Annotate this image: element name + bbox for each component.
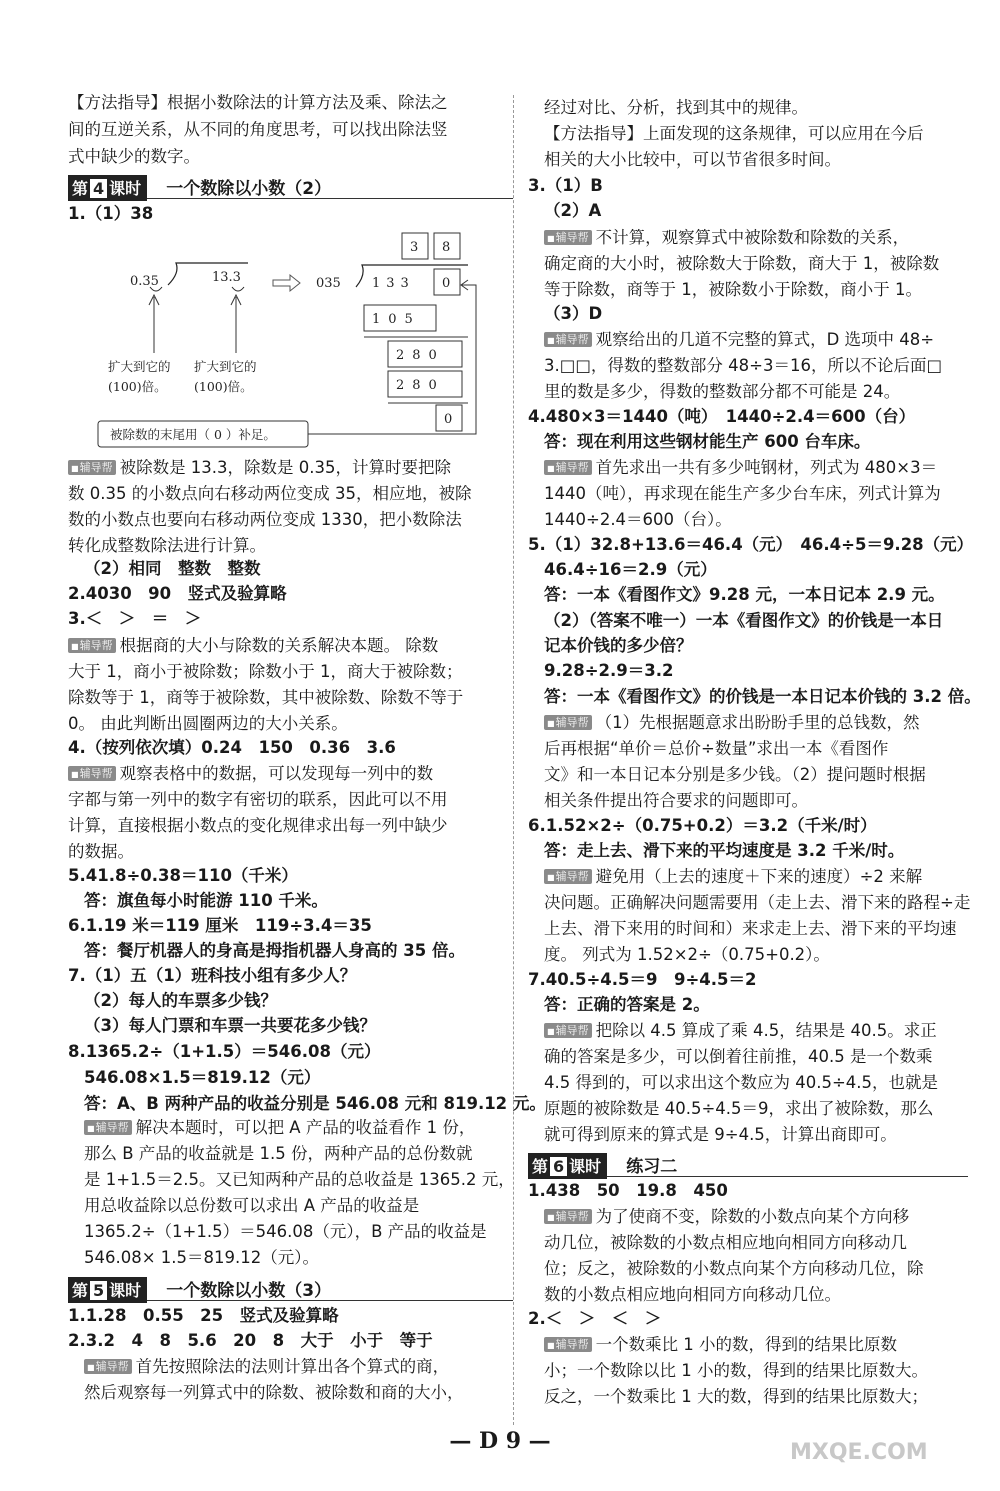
help-line: 决问题。正确解决问题需要用（走上去、滑下来的路程÷走 — [544, 893, 971, 912]
dividend-before: 13.3 — [212, 270, 241, 285]
answer-line: 2.＜ ＞ ＜ ＞ — [528, 1309, 662, 1328]
answer-line: 546.08×1.5＝819.12（元） — [84, 1068, 321, 1087]
help-line: ■ 辅导帮 一个数乘比 1 小的数，得到的结果比原数 — [528, 1335, 968, 1355]
lesson-6-header — [528, 1152, 968, 1177]
answer-line: 答：一本《看图作文》的价钱是一本日记本价钱的 3.2 倍。 — [544, 687, 981, 706]
answer-line: 5.（1）32.8+13.6＝46.4（元） 46.4÷5＝9.28（元） — [528, 535, 974, 554]
help-line: ■ 辅导帮 把除以 4.5 算成了乘 4.5，结果是 40.5。求正 — [528, 1021, 968, 1041]
lesson-title: 一个数除以小数（2） — [166, 179, 332, 199]
help-badge: ■ 辅导帮 — [544, 460, 592, 475]
help-line: ■ 辅导帮 被除数是 13.3，除数是 0.35，计算时要把除 — [68, 458, 513, 478]
answer-line: （3）每人门票和车票一共要花多少钱？ — [84, 1016, 376, 1035]
help-line: 确的答案是多少，可以倒着往前推，40.5 是一个数乘 — [544, 1047, 933, 1066]
help-badge: ■ 辅导帮 — [84, 1359, 132, 1374]
help-line: 等于除数，商等于 1，被除数小于除数，商小于 1。 — [544, 280, 922, 299]
help-line: ■ 辅导帮 解决本题时，可以把 A 产品的收益看作 1 份， — [68, 1118, 513, 1138]
step-105: 105 — [372, 312, 421, 327]
help-line: 数的小数点也要向右移动两位变成 1330，把小数除法 — [68, 510, 462, 529]
help-line: 位；反之，被除数的小数点向某个方向移动几位，除 — [544, 1259, 924, 1278]
answer-line: 答：走上去、滑下来的平均速度是 3.2 千米/时。 — [544, 841, 905, 860]
help-line: 4.5 得到的，可以求出这个数应为 40.5÷4.5，也就是 — [544, 1073, 939, 1092]
help-line: ■ 辅导帮 为了使商不变，除数的小数点向某个方向移 — [528, 1207, 968, 1227]
long-division-diagram — [68, 225, 488, 450]
answer-line: （2）相同 整数 整数 — [84, 559, 261, 578]
help-line: 0。 由此判断出圆圈两边的大小关系。 — [68, 714, 348, 733]
help-line: 上去、滑下来用的时间和）来求走上去、滑下来的平均速 — [544, 919, 957, 938]
help-line: 相关条件提出符合要求的问题即可。 — [544, 791, 808, 810]
answer-line: 3.（1）B — [528, 176, 603, 195]
answer-line: 5.41.8÷0.38＝110（千米） — [68, 866, 298, 885]
label-b2: (100)倍。 — [194, 379, 253, 394]
help-badge: ■ 辅导帮 — [544, 715, 592, 730]
lesson-tag: 第 5 课时 — [68, 1277, 147, 1303]
help-badge: ■ 辅导帮 — [544, 1209, 592, 1224]
answer-line: 8.1365.2÷（1+1.5）＝546.08（元） — [68, 1042, 381, 1061]
label-a2: (100)倍。 — [108, 379, 167, 394]
answer-line: 46.4÷16＝2.9（元） — [544, 560, 717, 579]
answer-line: 1.438 50 19.8 450 — [528, 1181, 728, 1200]
help-badge: ■ 辅导帮 — [544, 1337, 592, 1352]
help-line: 原题的被除数是 40.5÷4.5＝9，求出了被除数，那么 — [544, 1099, 934, 1118]
help-line: 后再根据“单价＝总价÷数量”求出一本《看图作 — [544, 739, 889, 758]
help-badge: ■ 辅导帮 — [84, 1120, 132, 1135]
help-line: 计算，直接根据小数点的变化规律求出每一列中缺少 — [68, 816, 448, 835]
help-badge: ■ 辅导帮 — [68, 766, 116, 781]
answer-line: 4.480×3＝1440（吨） 1440÷2.4＝600（台） — [528, 407, 916, 426]
help-badge: ■ 辅导帮 — [544, 869, 592, 884]
help-badge: ■ 辅导帮 — [68, 638, 116, 653]
answer-line: （2）（答案不唯一）一本《看图作文》的价钱是一本日 — [544, 611, 944, 630]
help-badge: ■ 辅导帮 — [544, 332, 592, 347]
help-line: ■ 辅导帮 不计算，观察算式中被除数和除数的关系， — [528, 228, 968, 248]
help-line: 的数据。 — [68, 842, 134, 861]
help-badge: ■ 辅导帮 — [544, 230, 592, 245]
help-line: ■ 辅导帮 根据商的大小与除数的关系解决本题。 除数 — [68, 636, 513, 656]
answer-line: 6.1.52×2÷（0.75+0.2）＝3.2（千米/时） — [528, 816, 877, 835]
help-line: 数的小数点相应地向相同方向移动几位。 — [544, 1285, 841, 1304]
answer-line: 答：正确的答案是 2。 — [544, 995, 710, 1014]
help-line: 确定商的大小时，被除数大于除数，商大于 1，被除数 — [544, 254, 940, 273]
lesson-tag: 第 6 课时 — [528, 1153, 607, 1179]
help-line: ■ 辅导帮 观察给出的几道不完整的算式，D 选项中 48÷ — [528, 330, 968, 350]
label-b: 扩大到它的 — [194, 359, 257, 374]
method-guide-line: 间的互逆关系，从不同的角度思考，可以找出除法竖 — [68, 120, 448, 139]
quotient-digit: 8 — [442, 240, 451, 255]
answer-line: （2）每人的车票多少钱？ — [84, 991, 277, 1010]
help-line: ■ 辅导帮 首先按照除法的法则计算出各个算式的商， — [68, 1357, 513, 1377]
help-line: 3.□□，得数的整数部分 48÷3＝16，所以不论后面□ — [544, 356, 943, 375]
remainder: 0 — [444, 412, 453, 427]
help-line: 文》和一本日记本分别是多少钱。（2）提问题时根据 — [544, 765, 926, 784]
text-line: 经过对比、分析，找到其中的规律。 — [544, 98, 808, 117]
label-a: 扩大到它的 — [108, 359, 171, 374]
help-line: 小；一个数除以比 1 小的数，得到的结果比原数大。 — [544, 1361, 928, 1380]
answer-line: 7.（1）五（1）班科技小组有多少人？ — [68, 966, 357, 985]
answer-line: 6.1.19 米＝119 厘米 119÷3.4＝35 — [68, 916, 372, 935]
answer-line: 答：餐厅机器人的身高是拇指机器人身高的 35 倍。 — [84, 941, 465, 960]
help-line: 1440÷2.4＝600（台）。 — [544, 510, 732, 529]
help-line: 是 1+1.5＝2.5。又已知两种产品的总收益是 1365.2 元， — [84, 1170, 515, 1189]
help-badge: ■ 辅导帮 — [68, 460, 116, 475]
help-line: 1365.2÷（1+1.5）＝546.08（元），B 产品的收益是 — [84, 1222, 487, 1241]
method-guide-line: 【方法指导】根据小数除法的计算方法及乘、除法之 — [68, 93, 448, 112]
help-line: 1440（吨），再求现在能生产多少台车床，列式计算为 — [544, 484, 941, 503]
page-number: — D 9 — — [449, 1428, 551, 1454]
help-line: 里的数是多少，得数的整数部分都不可能是 24。 — [544, 382, 901, 401]
answer-line: （2）A — [544, 201, 602, 220]
diagram-note: 被除数的末尾用（ 0 ）补足。 — [110, 427, 276, 442]
answer-line: 答：一本《看图作文》9.28 元，一本日记本 2.9 元。 — [544, 585, 945, 604]
answer-line: 2.3.2 4 8 5.6 20 8 大于 小于 等于 — [68, 1331, 433, 1350]
answer-line: 答：旗鱼每小时能游 110 千米。 — [84, 891, 328, 910]
help-line: 大于 1，商小于被除数；除数小于 1，商大于被除数； — [68, 662, 463, 681]
help-line: 然后观察每一列算式中的除数、被除数和商的大小， — [84, 1383, 464, 1402]
help-line: 字都与第一列中的数字有密切的联系，因此可以不用 — [68, 790, 448, 809]
help-line: 那么 B 产品的收益就是 1.5 份，两种产品的总份数就 — [84, 1144, 473, 1163]
lesson-title: 一个数除以小数（3） — [166, 1281, 332, 1301]
answer-line: （3）D — [544, 304, 603, 323]
text-line: 相关的大小比较中，可以节省很多时间。 — [544, 150, 841, 169]
quotient-digit: 3 — [410, 240, 419, 255]
answer-line: 答：现在利用这些钢材能生产 600 台车床。 — [544, 432, 871, 451]
answer-line: 3.＜ ＞ ＝ ＞ — [68, 609, 202, 628]
answer-line: 1.1.28 0.55 25 竖式及验算略 — [68, 1306, 339, 1325]
zero-pad: 0 — [442, 276, 451, 291]
lesson-4-header — [68, 174, 513, 199]
help-line: ■ 辅导帮 （1）先根据题意求出盼盼手里的总钱数，然 — [528, 713, 968, 733]
step-280: 280 — [396, 348, 445, 363]
help-line: ■ 辅导帮 观察表格中的数据，可以发现每一列中的数 — [68, 764, 513, 784]
help-line: 就可得到原来的算式是 9÷4.5，计算出商即可。 — [544, 1125, 897, 1144]
divisor-after: 035 — [316, 276, 341, 291]
answer-line: 9.28÷2.9＝3.2 — [544, 661, 674, 680]
divisor-before: 0.35 — [130, 274, 159, 289]
help-line: 转化成整数除法进行计算。 — [68, 536, 266, 555]
answer-line: 2.4030 90 竖式及验算略 — [68, 584, 287, 603]
help-line: 用总收益除以总份数可以求出 A 产品的收益是 — [84, 1196, 420, 1215]
help-line: ■ 辅导帮 首先求出一共有多少吨钢材，列式为 480×3＝ — [528, 458, 968, 478]
method-guide-line: 式中缺少的数字。 — [68, 147, 200, 166]
help-line: 反之，一个数乘比 1 大的数，得到的结果比原数大； — [544, 1387, 928, 1406]
step-280: 280 — [396, 378, 445, 393]
question-1: 1.（1）38 — [68, 204, 154, 223]
dividend-after: 133 — [372, 276, 415, 291]
help-line: 动几位，被除数的小数点相应地向相同方向移动几 — [544, 1233, 907, 1252]
lesson-title: 练习二 — [626, 1157, 678, 1177]
answer-line: 记本价钱的多少倍？ — [544, 636, 693, 655]
text-line: 【方法指导】上面发现的这条规律，可以应用在今后 — [544, 124, 924, 143]
help-line: 数 0.35 的小数点向右移动两位变成 35，相应地，被除 — [68, 484, 472, 503]
help-line: 除数等于 1，商等于被除数，其中被除数、除数不等于 — [68, 688, 464, 707]
watermark: MXQE.COM — [790, 1440, 928, 1465]
help-badge: ■ 辅导帮 — [544, 1023, 592, 1038]
help-line: 546.08× 1.5＝819.12（元）。 — [84, 1248, 320, 1267]
answer-line: 7.40.5÷4.5＝9 9÷4.5＝2 — [528, 970, 757, 989]
lesson-5-header — [68, 1276, 513, 1301]
answer-line: 4.（按列依次填）0.24 150 0.36 3.6 — [68, 738, 396, 757]
help-line: ■ 辅导帮 避免用（上去的速度＋下来的速度）÷2 来解 — [528, 867, 968, 887]
column-divider — [513, 95, 514, 1425]
help-line: 度。 列式为 1.52×2÷（0.75+0.2）。 — [544, 945, 830, 964]
lesson-tag: 第 4 课时 — [68, 175, 147, 201]
answer-line: 答：A、B 两种产品的收益分别是 546.08 元和 819.12 元。 — [84, 1094, 546, 1113]
